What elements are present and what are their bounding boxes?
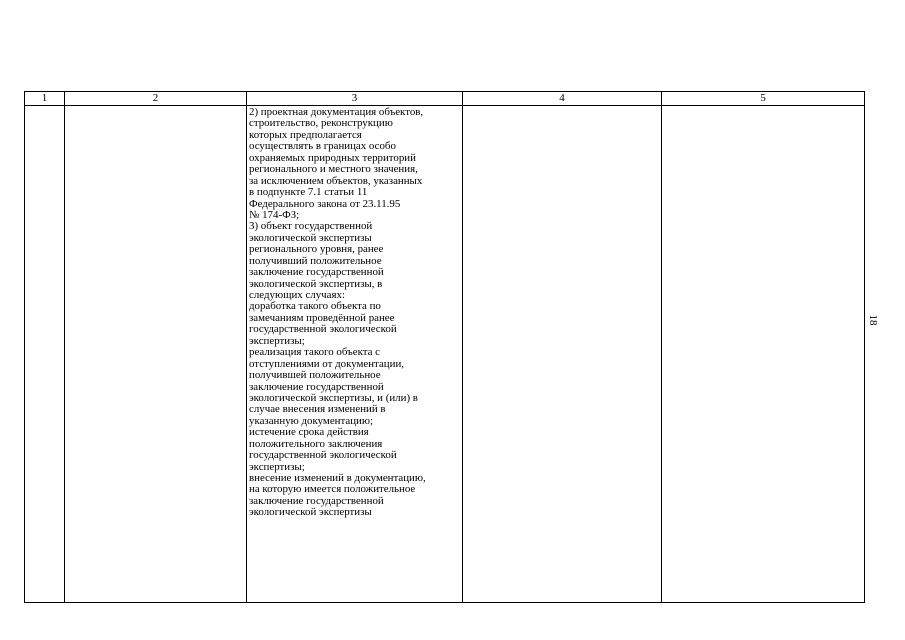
text-line: строительство, реконструкцию xyxy=(249,117,393,130)
text-line: замечаниям проведённой ранее xyxy=(249,311,395,324)
page-number: 18 xyxy=(867,314,879,326)
text-line: экспертизы; xyxy=(249,334,305,347)
text-line: случае внесения изменений в xyxy=(249,403,386,416)
text-line: государственной экологической xyxy=(249,323,397,336)
text-line: государственной экологической xyxy=(249,449,397,462)
text-line: заключение государственной xyxy=(249,266,384,279)
cell-col-5 xyxy=(662,106,865,603)
text-line: истечение срока действия xyxy=(249,426,369,439)
text-line: указанную документацию; xyxy=(249,414,374,427)
text-line: внесение изменений в документацию, xyxy=(249,472,426,484)
text-line: 3) объект государственной xyxy=(249,220,373,233)
header-col-1: 1 xyxy=(25,92,65,106)
text-line: получившей положительное xyxy=(249,369,381,382)
regulation-table xyxy=(24,91,865,603)
cell-col-3-text xyxy=(247,106,462,519)
text-line: заключение государственной xyxy=(249,380,384,393)
text-line: экологической экспертизы, и (или) в xyxy=(249,391,418,404)
text-line: экологической экспертизы xyxy=(249,231,372,244)
text-line: осуществлять в границах особо xyxy=(249,140,396,153)
cell-col-1 xyxy=(25,106,65,603)
text-line: заключение государственной xyxy=(249,494,384,507)
text-line: регионального и местного значения, xyxy=(249,163,418,176)
table-row xyxy=(25,106,865,603)
text-line: получивший положительное xyxy=(249,254,382,267)
text-line: доработка такого объекта по xyxy=(249,300,381,313)
text-line: положительного заключения xyxy=(249,437,383,450)
text-line: экологической экспертизы xyxy=(249,506,372,519)
header-col-5: 5 xyxy=(662,92,865,106)
text-line: Федерального закона от 23.11.95 xyxy=(249,197,401,210)
text-line: экспертизы; xyxy=(249,460,305,473)
text-line: реализация такого объекта с xyxy=(249,346,381,359)
header-row xyxy=(25,92,865,106)
text-line: экологической экспертизы, в xyxy=(249,277,383,290)
cell-col-3 xyxy=(247,106,463,603)
text-line: отступлениями от документации, xyxy=(249,357,404,370)
text-line: которых предполагается xyxy=(249,128,362,141)
header-col-4: 4 xyxy=(463,92,662,106)
text-line: на которую имеется положительное xyxy=(249,483,416,496)
cell-col-4 xyxy=(463,106,662,603)
text-line: регионального уровня, ранее xyxy=(249,243,384,256)
header-col-3: 3 xyxy=(247,92,463,106)
text-line: 2) проектная документация объектов, xyxy=(249,106,424,118)
text-line: следующих случаях: xyxy=(249,289,345,301)
text-line: № 174-ФЗ; xyxy=(249,208,300,221)
header-col-2: 2 xyxy=(65,92,247,106)
text-line: за исключением объектов, указанных xyxy=(249,174,423,187)
cell-col-2 xyxy=(65,106,247,603)
text-line: в подпункте 7.1 статьи 11 xyxy=(249,186,368,199)
text-line: охраняемых природных территорий xyxy=(249,151,416,164)
